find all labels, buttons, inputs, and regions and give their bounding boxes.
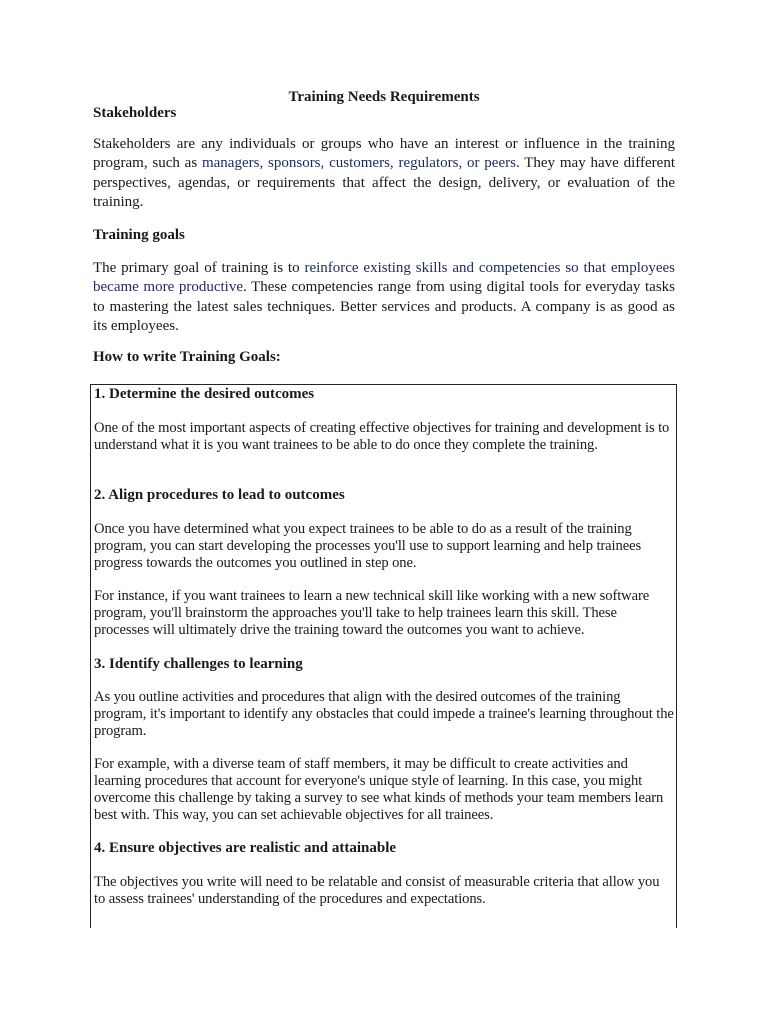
step-3-heading: 3. Identify challenges to learning — [94, 656, 303, 672]
step-1-paragraph-1: One of the most important aspects of creating effective objectives for training and development is to understand what it is you want trainees to be able to do once they complete the training. — [94, 420, 670, 453]
step-2-paragraph-2: For instance, if you want trainees to learn a new technical skill like working with a new software program, you'll brainstorm the approaches you'll take to help trainees learn this skill. These processes will ultimately drive the training toward the outcomes you want to achieve. — [94, 588, 650, 638]
document-title: Training Needs Requirements — [288, 89, 480, 105]
stakeholders-heading: Stakeholders — [93, 105, 177, 121]
training-goals-steps-box — [90, 384, 677, 928]
step-2-paragraph-1: Once you have determined what you expect trainees to be able to do as a result of the training program, you can start developing the processes you'll use to support learning and help trainees progress towards the outcomes you outlined in step one. — [94, 521, 642, 571]
stakeholders-text-after: . They may have different perspectives, agendas, or requirements that affect the design, delivery, or evaluation of the training. — [93, 155, 675, 210]
stakeholders-paragraph — [93, 135, 675, 212]
training-goals-text-after: . These competencies range from using digital tools for everyday tasks to mastering the latest sales techniques. Better services and products. A company is as good as its employees. — [93, 279, 676, 334]
how-to-heading: How to write Training Goals: — [93, 349, 281, 365]
step-3-paragraph-2: For example, with a diverse team of staff members, it may be difficult to create activities and learning procedures that account for everyone's unique style of learning. In this case, you might overcome this challenge by taking a survey to see what kinds of methods your team members learn best with. This way, you can set achievable objectives for all trainees. — [94, 756, 664, 823]
step-4-heading: 4. Ensure objectives are realistic and attainable — [94, 840, 397, 856]
stakeholders-link[interactable]: managers, sponsors, customers, regulators, or peers — [201, 155, 516, 172]
stakeholders-text-before: Stakeholders are any individuals or groups who have an interest or influence in the training program, such as — [93, 136, 675, 172]
training-goals-text-before: The primary goal of training is to — [93, 260, 305, 276]
step-1-heading: 1. Determine the desired outcomes — [94, 386, 315, 402]
training-goals-heading: Training goals — [93, 227, 185, 243]
step-2-heading: 2. Align procedures to lead to outcomes — [94, 487, 345, 503]
training-goals-link[interactable]: reinforce existing skills and competencies so that employees became more productive — [93, 260, 676, 296]
training-goals-paragraph — [93, 259, 675, 336]
step-3-paragraph-1: As you outline activities and procedures that align with the desired outcomes of the training program, it's important to identify any obstacles that could impede a trainee's learning throughout the program. — [94, 689, 674, 739]
step-4-paragraph-1: The objectives you write will need to be relatable and consist of measurable criteria that allow you to assess trainees' understanding of the procedures and expectations. — [94, 874, 660, 907]
